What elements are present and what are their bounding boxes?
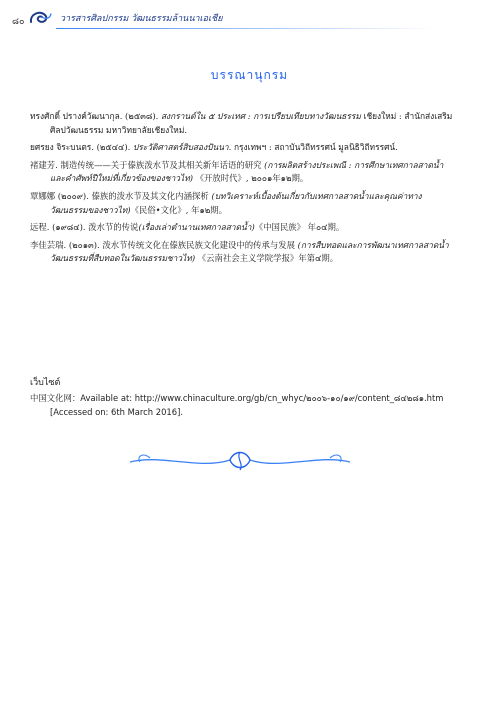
website-heading: เว็บไซต์ <box>30 378 61 388</box>
decorative-flourish-icon <box>120 446 360 476</box>
reference-entry <box>30 190 455 217</box>
reference-text: 《云南社会主义学院学报》年第๔期。 <box>195 253 339 264</box>
reference-text: 《中国民族》 年๐๔期。 <box>254 222 345 233</box>
website-reference: 中国文化网：Available at: http://www.chinaculture.org/gb/cn_whyc/๒๐๐๖-๑๐/๑๙/content_๘๔๒๘๑.htm [Accessed on: 6th March 2016]. <box>30 393 444 417</box>
reference-entry <box>30 239 455 266</box>
reference-title: (บทวิเคราะห์เบื้องต้นเกี่ยวกับเทศกาลสาดน้ำและคุณค่าทางวัฒนธรรมของชาวไท) <box>50 190 422 215</box>
header-divider <box>56 28 436 29</box>
journal-title: วารสารศิลปกรรม วัฒนธรรมล้านนาเอเชีย <box>60 14 223 24</box>
reference-text: 《民俗•文化》, 年๑๒期。 <box>130 204 228 215</box>
reference-title: สงกรานต์ใน ๕ ประเทศ : การเปรียบเทียบทางวัฒนธรรม <box>160 111 361 121</box>
reference-text: เชียงใหม่ : สำนักส่งเสริมศิลปวัฒนธรรม มหาวิทยาลัยเชียงใหม่. <box>50 111 453 135</box>
reference-title: (เรื่องเล่าตำนานเทศกาลสาดน้ำ) <box>138 222 255 233</box>
reference-text: 李佳芸瑞. (๒๐๑๓). 泼水节传统文化在傣族民族文化建设中的传承与发展 <box>30 239 298 250</box>
reference-text: 《开放时代》, ๒๐๐๑年๑๒期。 <box>192 173 309 184</box>
reference-list <box>30 110 455 270</box>
reference-text: 覃娜娜 (๒๐๐๙). 傣族的泼水节及其文化内涵探析 <box>30 190 212 201</box>
reference-text: ยศรยง จิระบนตร. (๒๕๔๔). <box>30 142 133 153</box>
reference-title: (การสืบทอดและการพัฒนาเทศกาลสาดน้ำวัฒนธรรมที่สืบทอดในวัฒนธรรมชาวไท) <box>50 239 449 264</box>
reference-entry <box>30 141 455 155</box>
bibliography-heading: บรรณานุกรม <box>210 68 289 82</box>
reference-entry <box>30 159 455 186</box>
reference-entry <box>30 221 455 235</box>
reference-title: (การผลิตสร้างประเพณี : การศึกษาเทศกาลสาดน้ำและคำศัพท์ปีใหม่ที่เกี่ยวข้องของชาวไท) <box>50 159 444 184</box>
page-number: ๘๐ <box>12 17 25 27</box>
reference-text: 褚建芳. 制造传统——关于傣族泼水节及其相关新年话语的研究 <box>30 159 265 170</box>
reference-text: 远程. (๑๙๘๔). 泼水节的传说 <box>30 222 139 233</box>
reference-title: ประวัติศาสตร์สิบสองปันนา. <box>132 142 232 153</box>
swirl-logo-icon <box>28 8 52 28</box>
reference-entry <box>30 110 455 137</box>
reference-text: ทรงศักดิ์ ปรางค์วัฒนากุล. (๒๕๓๘). <box>30 111 161 121</box>
reference-text: กรุงเทพฯ : สถาบันวิถีทรรศน์ มูลนิธิวิถีทรรศน์. <box>231 142 398 153</box>
